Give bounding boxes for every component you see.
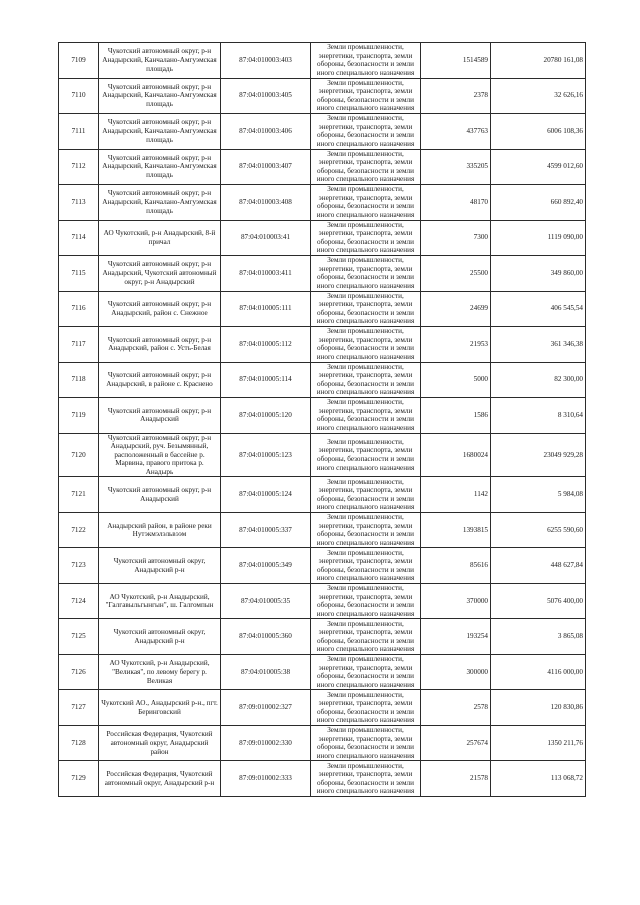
cadastral-number-cell: 87:09:010002:333 [221,761,311,797]
table-row [59,78,586,114]
table-row [59,619,586,655]
cadastral-cost-cell: 6006 108,36 [491,114,586,150]
row-number: 7113 [59,185,99,221]
area-cell: 1142 [421,477,491,513]
cadastral-cost-cell: 6255 590,60 [491,512,586,548]
row-number: 7118 [59,362,99,398]
land-category-cell: Земли промышленности, энергетики, транспорта, земли обороны, безопасности и земли иного специального назначения [311,619,421,655]
cadastral-number-cell: 87:04:010005:124 [221,477,311,513]
row-number: 7115 [59,256,99,292]
row-number: 7110 [59,78,99,114]
table-body [59,43,586,797]
cadastral-number-cell: 87:04:010003:407 [221,149,311,185]
table-row [59,149,586,185]
table-row [59,583,586,619]
address-cell: Чукотский автономный округ, р-н Анадырский, Канчалано-Амгуэмская площадь [99,43,221,79]
area-cell: 370000 [421,583,491,619]
land-category-cell: Земли промышленности, энергетики, транспорта, земли обороны, безопасности и земли иного специального назначения [311,78,421,114]
row-number: 7111 [59,114,99,150]
area-cell: 85616 [421,548,491,584]
address-cell: Чукотский автономный округ, Анадырский р-н [99,619,221,655]
address-cell: Российская Федерация, Чукотский автономный округ, Анадырский р-н [99,761,221,797]
cadastral-cost-cell: 23049 929,28 [491,433,586,477]
cadastral-cost-cell: 82 300,00 [491,362,586,398]
address-cell: Чукотский автономный округ, Анадырский р-н [99,548,221,584]
cadastral-cost-cell: 120 830,86 [491,690,586,726]
land-category-cell: Земли промышленности, энергетики, транспорта, земли обороны, безопасности и земли иного специального назначения [311,362,421,398]
table-row [59,398,586,434]
land-category-cell: Земли промышленности, энергетики, транспорта, земли обороны, безопасности и земли иного специального назначения [311,327,421,363]
cadastral-cost-cell: 5 984,08 [491,477,586,513]
land-category-cell: Земли промышленности, энергетики, транспорта, земли обороны, безопасности и земли иного специального назначения [311,433,421,477]
land-category-cell: Земли промышленности, энергетики, транспорта, земли обороны, безопасности и земли иного специального назначения [311,398,421,434]
cadastral-number-cell: 87:04:010005:337 [221,512,311,548]
address-cell: АО Чукотский, р-н Анадырский, 8-й причал [99,220,221,256]
table-row [59,477,586,513]
cadastral-number-cell: 87:09:010002:327 [221,690,311,726]
table-row [59,256,586,292]
row-number: 7129 [59,761,99,797]
cadastral-number-cell: 87:04:010005:120 [221,398,311,434]
row-number: 7123 [59,548,99,584]
address-cell: Российская Федерация, Чукотский автономный округ, Анадырский район [99,725,221,761]
cadastral-number-cell: 87:09:010002:330 [221,725,311,761]
table-row [59,291,586,327]
table-row [59,548,586,584]
row-number: 7127 [59,690,99,726]
address-cell: Чукотский автономный округ, р-н Анадырский, в районе с. Краснено [99,362,221,398]
address-cell: Чукотский автономный округ, р-н Анадырский, Чукотский автономный округ, р-н Анадырский [99,256,221,292]
area-cell: 21578 [421,761,491,797]
address-cell: Чукотский автономный округ, р-н Анадырский [99,398,221,434]
address-cell: АО Чукотский, р-н Анадырский, "Галгавыльгынгын", ш. Галгомпын [99,583,221,619]
land-category-cell: Земли промышленности, энергетики, транспорта, земли обороны, безопасности и земли иного специального назначения [311,654,421,690]
cadastral-number-cell: 87:04:010005:349 [221,548,311,584]
row-number: 7119 [59,398,99,434]
land-category-cell: Земли промышленности, энергетики, транспорта, земли обороны, безопасности и земли иного специального назначения [311,725,421,761]
row-number: 7109 [59,43,99,79]
table-row [59,220,586,256]
area-cell: 193254 [421,619,491,655]
row-number: 7121 [59,477,99,513]
area-cell: 25500 [421,256,491,292]
address-cell: Чукотский автономный округ, р-н Анадырский, Канчалано-Амгуэмская площадь [99,78,221,114]
area-cell: 1393815 [421,512,491,548]
cadastral-cost-cell: 4599 012,60 [491,149,586,185]
table-row [59,362,586,398]
table-row [59,43,586,79]
cadastral-cost-cell: 113 068,72 [491,761,586,797]
cadastral-number-cell: 87:04:010005:112 [221,327,311,363]
area-cell: 48170 [421,185,491,221]
row-number: 7114 [59,220,99,256]
table-row [59,725,586,761]
cadastral-cost-cell: 32 626,16 [491,78,586,114]
cadastral-cost-cell: 448 627,84 [491,548,586,584]
land-category-cell: Земли промышленности, энергетики, транспорта, земли обороны, безопасности и земли иного специального назначения [311,690,421,726]
table-row [59,327,586,363]
cadastral-number-cell: 87:04:010003:408 [221,185,311,221]
area-cell: 257674 [421,725,491,761]
cadastral-number-cell: 87:04:010005:111 [221,291,311,327]
area-cell: 2378 [421,78,491,114]
cadastral-cost-cell: 361 346,38 [491,327,586,363]
cadastral-cost-cell: 5076 400,00 [491,583,586,619]
table-row [59,690,586,726]
cadastral-number-cell: 87:04:010003:403 [221,43,311,79]
cadastral-cost-cell: 660 892,40 [491,185,586,221]
row-number: 7122 [59,512,99,548]
area-cell: 1514589 [421,43,491,79]
cadastral-number-cell: 87:04:010003:41 [221,220,311,256]
cadastral-number-cell: 87:04:010005:123 [221,433,311,477]
address-cell: Чукотский автономный округ, р-н Анадырский, руч. Безымянный, расположенный в бассейне р. Марвина, правого притока р. Анадырь [99,433,221,477]
table-row [59,512,586,548]
land-plots-table [58,42,586,797]
area-cell: 335205 [421,149,491,185]
address-cell: Чукотский автономный округ, р-н Анадырский, район с. Усть-Белая [99,327,221,363]
area-cell: 21953 [421,327,491,363]
table-row [59,185,586,221]
area-cell: 300000 [421,654,491,690]
land-category-cell: Земли промышленности, энергетики, транспорта, земли обороны, безопасности и земли иного специального назначения [311,761,421,797]
land-category-cell: Земли промышленности, энергетики, транспорта, земли обороны, безопасности и земли иного специального назначения [311,477,421,513]
document-page [58,42,585,797]
land-category-cell: Земли промышленности, энергетики, транспорта, земли обороны, безопасности и земли иного специального назначения [311,583,421,619]
area-cell: 437763 [421,114,491,150]
table-row [59,761,586,797]
cadastral-number-cell: 87:04:010005:35 [221,583,311,619]
row-number: 7120 [59,433,99,477]
area-cell: 24699 [421,291,491,327]
area-cell: 2578 [421,690,491,726]
row-number: 7117 [59,327,99,363]
cadastral-cost-cell: 4116 000,00 [491,654,586,690]
land-category-cell: Земли промышленности, энергетики, транспорта, земли обороны, безопасности и земли иного специального назначения [311,291,421,327]
row-number: 7112 [59,149,99,185]
land-category-cell: Земли промышленности, энергетики, транспорта, земли обороны, безопасности и земли иного специального назначения [311,548,421,584]
table-row [59,433,586,477]
land-category-cell: Земли промышленности, энергетики, транспорта, земли обороны, безопасности и земли иного специального назначения [311,43,421,79]
cadastral-cost-cell: 20780 161,08 [491,43,586,79]
row-number: 7125 [59,619,99,655]
cadastral-number-cell: 87:04:010003:411 [221,256,311,292]
cadastral-cost-cell: 8 310,64 [491,398,586,434]
cadastral-cost-cell: 3 865,08 [491,619,586,655]
cadastral-number-cell: 87:04:010005:38 [221,654,311,690]
land-category-cell: Земли промышленности, энергетики, транспорта, земли обороны, безопасности и земли иного специального назначения [311,149,421,185]
land-category-cell: Земли промышленности, энергетики, транспорта, земли обороны, безопасности и земли иного специального назначения [311,114,421,150]
land-category-cell: Земли промышленности, энергетики, транспорта, земли обороны, безопасности и земли иного специального назначения [311,185,421,221]
area-cell: 7300 [421,220,491,256]
table-row [59,114,586,150]
cadastral-cost-cell: 349 860,00 [491,256,586,292]
address-cell: Чукотский автономный округ, р-н Анадырский, Канчалано-Амгуэмская площадь [99,149,221,185]
area-cell: 1680024 [421,433,491,477]
cadastral-number-cell: 87:04:010005:114 [221,362,311,398]
area-cell: 5000 [421,362,491,398]
row-number: 7126 [59,654,99,690]
area-cell: 1586 [421,398,491,434]
land-category-cell: Земли промышленности, энергетики, транспорта, земли обороны, безопасности и земли иного специального назначения [311,512,421,548]
cadastral-number-cell: 87:04:010003:406 [221,114,311,150]
cadastral-cost-cell: 1350 211,76 [491,725,586,761]
cadastral-number-cell: 87:04:010005:360 [221,619,311,655]
address-cell: Чукотский АО., Анадырский р-н., пгт. Беринговский [99,690,221,726]
address-cell: Чукотский автономный округ, р-н Анадырский, Канчалано-Амгуэмская площадь [99,185,221,221]
cadastral-number-cell: 87:04:010003:405 [221,78,311,114]
address-cell: Чукотский автономный округ, р-н Анадырский [99,477,221,513]
cadastral-cost-cell: 1119 090,00 [491,220,586,256]
address-cell: Анадырский район, в районе реки Нутэкмэлэльвээм [99,512,221,548]
address-cell: Чукотский автономный округ, р-н Анадырский, район с. Снежное [99,291,221,327]
row-number: 7124 [59,583,99,619]
row-number: 7128 [59,725,99,761]
cadastral-cost-cell: 406 545,54 [491,291,586,327]
address-cell: АО Чукотский, р-н Анадырский, "Великая", по левому берегу р. Великая [99,654,221,690]
address-cell: Чукотский автономный округ, р-н Анадырский, Канчалано-Амгуэмская площадь [99,114,221,150]
land-category-cell: Земли промышленности, энергетики, транспорта, земли обороны, безопасности и земли иного специального назначения [311,220,421,256]
table-row [59,654,586,690]
row-number: 7116 [59,291,99,327]
land-category-cell: Земли промышленности, энергетики, транспорта, земли обороны, безопасности и земли иного специального назначения [311,256,421,292]
